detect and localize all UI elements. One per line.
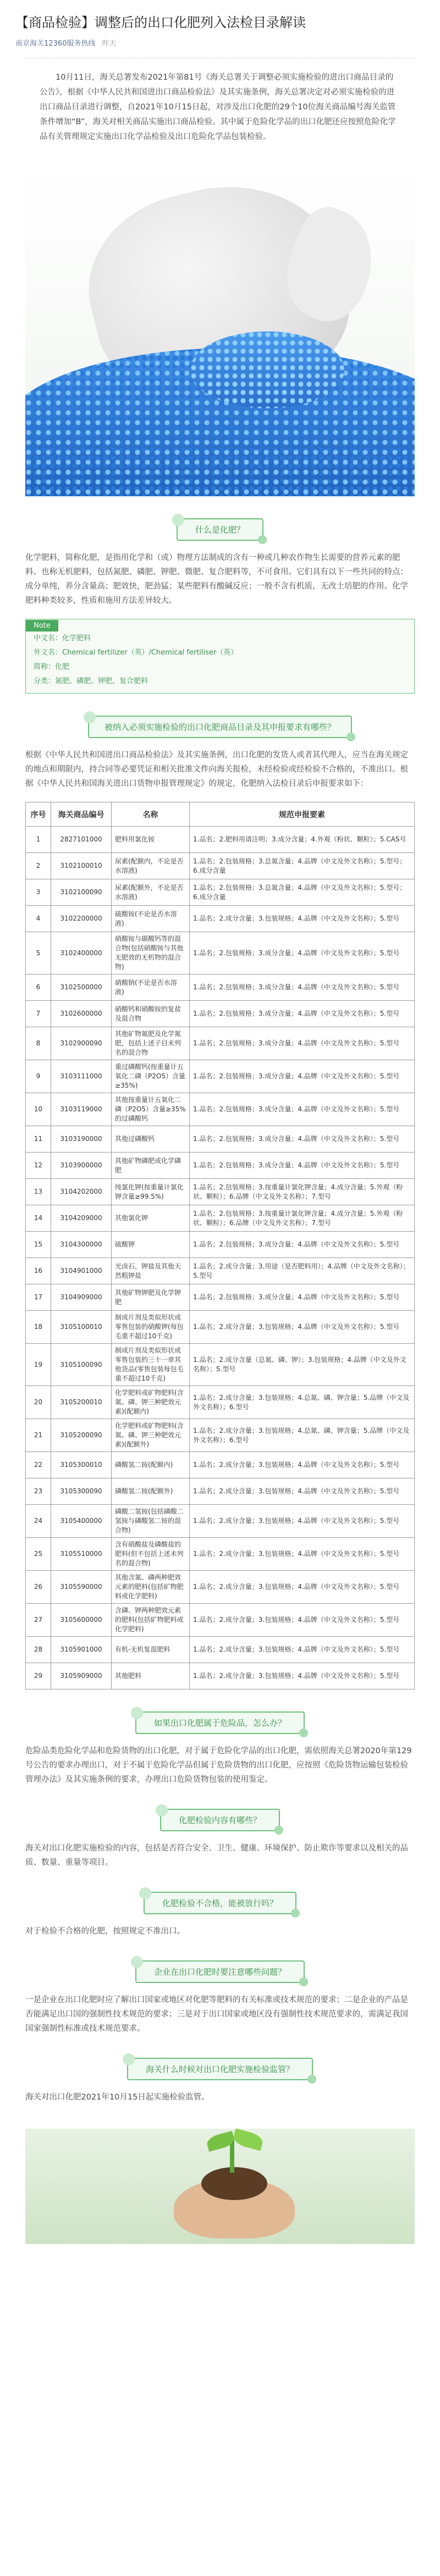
table-row <box>26 1060 415 1093</box>
soil-shape <box>201 2167 267 2200</box>
table-row <box>26 1637 415 1663</box>
note-box <box>25 619 415 694</box>
table-row <box>26 1153 415 1179</box>
note-row: 简称：化肥 <box>34 663 70 671</box>
row-number: 9 <box>26 1060 51 1093</box>
hs-code: 3105590000 <box>51 1571 112 1604</box>
commodity-name: 硝酸钠(不论是否水溶液) <box>112 974 190 1001</box>
section-heading-6 <box>0 1960 440 1983</box>
hs-code: 3105400000 <box>51 1505 112 1538</box>
fertilizer-spill-shape <box>190 331 344 408</box>
row-number: 13 <box>26 1179 51 1205</box>
commodity-name: 磷酸氢二铵(配额内) <box>112 1452 190 1478</box>
hs-code: 3102200000 <box>51 906 112 932</box>
commodity-name: 其他矿物钾肥及化学钾肥 <box>112 1284 190 1311</box>
table-row <box>26 1093 415 1126</box>
row-number: 10 <box>26 1093 51 1126</box>
table-row <box>26 1311 415 1344</box>
commodity-name: 硫酸钾 <box>112 1232 190 1258</box>
table-row <box>26 1179 415 1205</box>
hs-code: 3104901000 <box>51 1258 112 1284</box>
section-paragraph: 危险品类危险化学品和危险货物的出口化肥，对于属于危险化学品的出口化肥，需依照海关总署2020年第129号公告的要求办理出口，对于不属于危险化学品但属于危险货物的出口化肥，应按照《危险货物运输包装检验管理办法》及其实施条例的要求，办理出口危险货物包装的使用鉴定。 <box>25 1747 412 1784</box>
commodity-name: 制成片剂及类似形状或零售包装的三十一章其他货品(零售包装每包毛重不超过10千克) <box>112 1344 190 1386</box>
commodity-name: 硝酸钙和硝酸铵的复盐及混合物 <box>112 1001 190 1027</box>
commodity-name: 硝酸铵与碳酸钙等的混合物(包括硝酸铵与其他无肥效的无机物的混合物) <box>112 932 190 974</box>
declaration-elements: 1.品名；2.包装规格；3.成分含量；4.品牌（中文及外文名称）；5.型号 <box>190 974 415 1001</box>
table-row <box>26 1205 415 1232</box>
hs-code: 3105200010 <box>51 1386 112 1419</box>
row-number: 25 <box>26 1538 51 1571</box>
table-row <box>26 1538 415 1571</box>
declaration-elements: 1.品名；2.包装规格；3.成分含量；4.品牌（中文及外文名称）；5.型号 <box>190 1001 415 1027</box>
hs-code: 3105100090 <box>51 1344 112 1386</box>
commodity-name: 有机-无机复混肥料 <box>112 1637 190 1663</box>
table-row <box>26 1571 415 1604</box>
section-title: 如果出口化肥属于危险品，怎么办？ <box>135 1711 305 1734</box>
table-row <box>26 1663 415 1689</box>
author-link[interactable]: 南京海关12360服务热线 <box>15 40 96 48</box>
section-heading-5 <box>0 1892 440 1914</box>
sprout-stem-shape <box>230 2140 234 2173</box>
commodity-name: 其他矿物氮肥及化学氮肥，包括上述子目未列名的混合物 <box>112 1027 190 1060</box>
commodity-name: 纯氯化钾(按重量计氯化钾含量≥99.5%) <box>112 1179 190 1205</box>
hs-code: 3104300000 <box>51 1232 112 1258</box>
commodity-name: 重过磷酸钙(按重量计五氧化二磷（P2O5）含量≥35%) <box>112 1060 190 1093</box>
section-title: 什么是化肥？ <box>177 518 263 541</box>
section-paragraph: 对于检验不合格的化肥，按照规定不准出口。 <box>25 1927 185 1936</box>
row-number: 23 <box>26 1478 51 1505</box>
row-number: 7 <box>26 1001 51 1027</box>
hs-code: 3105300010 <box>51 1452 112 1478</box>
leaf-shape <box>232 2129 264 2151</box>
row-number: 5 <box>26 932 51 974</box>
section-heading-7 <box>0 2058 440 2080</box>
hs-code: 3105100010 <box>51 1311 112 1344</box>
declaration-elements: 1.品名；2.包装规格；3.成分含量；4.品牌（中文及外文名称）；5.型号 <box>190 1284 415 1311</box>
table-row <box>26 906 415 932</box>
row-number: 6 <box>26 974 51 1001</box>
declaration-elements: 1.品名；2.成分含量（总氮、磷、钾）；3.包装规格；4.品牌（中文及外文名称）；5.型号 <box>190 1344 415 1386</box>
section-title: 企业在出口化肥时要注意哪些问题？ <box>135 1960 305 1983</box>
table-row <box>26 1126 415 1153</box>
hs-code: 3102100090 <box>51 879 112 906</box>
commodity-name: 含有硝酸盐及磷酸盐的肥料(但不包括上述未列名的混合物) <box>112 1538 190 1571</box>
hs-code: 3102900090 <box>51 1027 112 1060</box>
hs-code: 3103111000 <box>51 1060 112 1093</box>
declaration-elements: 1.品名；2.成分含量；3.包装规格；4.品牌（中文及外文名称）；5.型号 <box>190 1538 415 1571</box>
section-heading-3 <box>0 1711 440 1734</box>
hs-code: 3103119000 <box>51 1093 112 1126</box>
commodity-name: 化学肥料或矿物肥料(含氮、磷、钾三种肥效元素)(配额外) <box>112 1419 190 1452</box>
hs-code: 3102100010 <box>51 853 112 879</box>
declaration-elements: 1.品名；2.成分含量；3.包装规格；4.品牌（中文及外文名称）；5.型号 <box>190 1505 415 1538</box>
table-row <box>26 1001 415 1027</box>
table-header: 名称 <box>112 802 190 827</box>
declaration-elements: 1.品名；2.包装规格；3.总氮含量；4.品牌（中文及外文名称）；5.型号；6.成分含量 <box>190 879 415 906</box>
commodity-name: 尿素(配额内，不论是否水溶液) <box>112 853 190 879</box>
section-paragraph: 一是企业在出口化肥时应了解出口国家或地区对化肥等肥料的有关标准或技术规范的要求；二是企业的产品是否能满足出口国的强制性技术规范的要求；三是对于出口国家或地区没有强制性技术规范要求的，需满足我国国家强制性标准或技术规范要求。 <box>25 1996 408 2033</box>
table-body <box>26 827 415 1689</box>
declaration-elements: 1.品名；2.成分含量；3.包装规格；4.品牌（中文及外文名称）；5.型号 <box>190 1604 415 1637</box>
hs-code: 3105909000 <box>51 1663 112 1689</box>
hs-code: 3105901000 <box>51 1637 112 1663</box>
publish-time: 昨天 <box>102 40 117 48</box>
table-header: 规范申报要素 <box>190 802 415 827</box>
commodity-name: 其他矿物磷肥或化学磷肥 <box>112 1153 190 1179</box>
table-row <box>26 1027 415 1060</box>
hs-code: 3102600000 <box>51 1001 112 1027</box>
row-number: 20 <box>26 1386 51 1419</box>
table-header: 海关商品编号 <box>51 802 112 827</box>
article-meta <box>0 32 440 58</box>
row-number: 1 <box>26 827 51 853</box>
commodity-name: 磷酸氢二铵(配额外) <box>112 1478 190 1505</box>
commodity-name: 肥料用氯化铵 <box>112 827 190 853</box>
declaration-elements: 1.品名；2.包装规格；3.成分含量；4.品牌（中文及外文名称）；5.型号 <box>190 932 415 974</box>
commodity-name: 制成片剂及类似形状或零售包装的硝酸钾(每包毛重不超过10千克) <box>112 1311 190 1344</box>
hs-code: 3102400000 <box>51 932 112 974</box>
section-title: 被纳入必须实施检验的出口化肥商品目录及其申报要求有哪些？ <box>88 716 352 738</box>
row-number: 16 <box>26 1258 51 1284</box>
declaration-elements: 1.品名；2.成分含量；3.包装规格；4.总氮、磷、钾含量；5.品牌（中文及外文名称）；6.型号 <box>190 1386 415 1419</box>
row-number: 8 <box>26 1027 51 1060</box>
table-row <box>26 1604 415 1637</box>
row-number: 24 <box>26 1505 51 1538</box>
row-number: 17 <box>26 1284 51 1311</box>
declaration-elements: 1.品名；2.包装规格；3.总氮含量；4.品牌（中文及外文名称）；5.型号；6.成分含量 <box>190 853 415 879</box>
commodity-name: 光卤石，钾盐及其他天然粗钾盐 <box>112 1258 190 1284</box>
commodity-name: 其他过磷酸钙 <box>112 1126 190 1153</box>
table-row <box>26 974 415 1001</box>
section-title: 海关什么时候对出口化肥实施检验监管？ <box>127 2058 313 2080</box>
declaration-elements: 1.品名；2.包装规格；3.成分含量；4.品牌（中文及外文名称）；5.型号 <box>190 1060 415 1093</box>
row-number: 18 <box>26 1311 51 1344</box>
section-title: 化肥检验不合格，能被放行吗？ <box>144 1892 296 1914</box>
declaration-elements: 1.品名；2.包装规格；3.按重量计氯化钾含量；4.成分含量；5.外观（粉状、颗粒）；6.品牌（中文及外文名称）；7.型号 <box>190 1179 415 1205</box>
hs-code: 2827101000 <box>51 827 112 853</box>
row-number: 3 <box>26 879 51 906</box>
seedling-image <box>25 2129 415 2244</box>
table-row <box>26 1258 415 1284</box>
row-number: 2 <box>26 853 51 879</box>
commodity-name: 硫酸铵(不论是否水溶液) <box>112 906 190 932</box>
article-title: 【商品检验】调整后的出口化肥列入法检目录解读 <box>15 15 306 30</box>
hs-code: 3104202000 <box>51 1179 112 1205</box>
row-number: 15 <box>26 1232 51 1258</box>
table-row <box>26 932 415 974</box>
section-heading-1 <box>0 518 440 541</box>
table-row <box>26 1505 415 1538</box>
commodity-name: 化学肥料或矿物肥料(含氮、磷、钾三种肥效元素)(配额内) <box>112 1386 190 1419</box>
table-row <box>26 1419 415 1452</box>
declaration-elements: 1.品名；2.成分含量；3.包装规格；4.品牌（中文及外文名称）；5.型号 <box>190 1571 415 1604</box>
hs-code: 3105510000 <box>51 1538 112 1571</box>
note-tag: Note <box>26 620 58 631</box>
declaration-elements: 1.品名；2.包装规格；3.成分含量；4.品牌（中文及外文名称）；5.型号 <box>190 1232 415 1258</box>
row-number: 29 <box>26 1663 51 1689</box>
table-row <box>26 1284 415 1311</box>
commodity-name: 其他肥料 <box>112 1663 190 1689</box>
row-number: 28 <box>26 1637 51 1663</box>
row-number: 14 <box>26 1205 51 1232</box>
row-number: 11 <box>26 1126 51 1153</box>
section-paragraph: 根据《中华人民共和国进出口商品检验法》及其实施条例，出口化肥的发货人或者其代理人，应当在海关规定的地点和期限内，持合同等必要凭证和相关批准文件向海关报检，未经检验或经检验不合格的，不准出口。根据《中华人民共和国海关进出口货物申报管理规定》的规定，化肥纳入法检目录后申报要求如下： <box>25 751 408 788</box>
table-row <box>26 1478 415 1505</box>
declaration-elements: 1.品名；2.成分含量；3.包装规格；4.品牌（中文及外文名称）；5.型号 <box>190 906 415 932</box>
row-number: 22 <box>26 1452 51 1478</box>
declaration-elements: 1.品名；2.成分含量；3.包装规格；4.品牌（中文及外文名称）；5.型号 <box>190 1478 415 1505</box>
hs-code-table <box>25 802 415 1689</box>
declaration-elements: 1.品名；2.成分含量；3.包装规格；4.品牌（中文及外文名称）；5.型号 <box>190 1311 415 1344</box>
note-row: 中文名：化学肥料 <box>34 634 91 642</box>
section-paragraph: 海关对出口化肥实施检验的内容，包括是否符合安全、卫生、健康、环境保护、防止欺诈等要求以及相关的品质、数量、重量等项目。 <box>25 1844 408 1867</box>
hs-code: 3105300090 <box>51 1478 112 1505</box>
section-paragraph: 海关对出口化肥2021年10月15日起实施检验监管。 <box>25 2093 210 2102</box>
declaration-elements: 1.品名；2.包装规格；3.成分含量；4.品牌（中文及外文名称）；5.型号 <box>190 1126 415 1153</box>
hs-code: 3103900000 <box>51 1153 112 1179</box>
row-number: 27 <box>26 1604 51 1637</box>
commodity-name: 含磷、钾两种肥效元素的肥料(包括矿物肥料或化学肥料) <box>112 1604 190 1637</box>
declaration-elements: 1.品名；2.成分含量；3.包装规格；4.总氮、磷、钾含量；5.品牌（中文及外文名称）；6.型号 <box>190 1419 415 1452</box>
note-row: 外文名：Chemical fertilizer（英）/Chemical fertiliser（英） <box>34 649 238 657</box>
commodity-name: 其他按重量计五氧化二磷（P2O5）含量≥35%的过磷酸钙 <box>112 1093 190 1126</box>
hs-code: 3104909000 <box>51 1284 112 1311</box>
row-number: 21 <box>26 1419 51 1452</box>
table-row <box>26 1232 415 1258</box>
commodity-name: 磷酸二氢铵(包括磷酸二氢铵与磷酸氢二铵的混合物) <box>112 1505 190 1538</box>
row-number: 26 <box>26 1571 51 1604</box>
table-header: 序号 <box>26 802 51 827</box>
table-row <box>26 1386 415 1419</box>
hs-code: 3103190000 <box>51 1126 112 1153</box>
hs-code: 3102500000 <box>51 974 112 1001</box>
hs-code: 3105600000 <box>51 1604 112 1637</box>
declaration-elements: 1.品名；2.包装规格；3.按重量计氯化钾含量；4.成分含量；5.外观（粉状、颗粒）；6.品牌（中文及外文名称）；7.型号 <box>190 1205 415 1232</box>
table-row <box>26 879 415 906</box>
row-number: 12 <box>26 1153 51 1179</box>
table-row <box>26 853 415 879</box>
declaration-elements: 1.品名；2.肥料用请注明；3.成分含量；4.外观（粉状、颗粒）；5.CAS号 <box>190 827 415 853</box>
table-row <box>26 1452 415 1478</box>
note-row: 分类：氮肥、磷肥、钾肥、复合肥料 <box>34 677 148 685</box>
section-heading-4 <box>0 1809 440 1831</box>
declaration-elements: 1.品名；2.成分含量；3.包装规格；4.品牌（中文及外文名称）；5.型号 <box>190 1452 415 1478</box>
row-number: 19 <box>26 1344 51 1386</box>
declaration-elements: 1.品名；2.包装规格；3.成分含量；4.品牌（中文及外文名称）；5.型号 <box>190 1153 415 1179</box>
hs-code: 3105200090 <box>51 1419 112 1452</box>
section-paragraph: 化学肥料，简称化肥，是指用化学和（或）物理方法制成的含有一种或几种农作物生长需要的营养元素的肥料。也称无机肥料，包括氮肥、磷肥、钾肥、微肥、复合肥料等，不可食用。它们具有以下一些共同的特点：成分单纯，养分含量高；肥效快，肥劲猛；某些肥料有酸碱反应；一般不含有机质，无改土培肥的作用。化学肥料种类较多，性质和施用方法差异较大。 <box>25 553 408 605</box>
hs-code: 3104209000 <box>51 1205 112 1232</box>
table-row <box>26 827 415 853</box>
declaration-elements: 1.品名；2.成分含量；3.用途（是否肥料用）；4.品牌（中文及外文名称）；5.型号 <box>190 1258 415 1284</box>
intro-paragraph: 10月11日，海关总署发布2021年第81号《海关总署关于调整必须实施检验的进出口商品目录的公告》，根据《中华人民共和国进出口商品检验法》及其实施条例，海关总署决定对必须实施检验的进出口商品目录进行调整，自2021年10月15日起，对涉及出口化肥的29个10位海关商品编号海关监管条件增加“B”，海关对相关商品实施出口商品检验。其中属于危险化学品的出口化肥还应按照危险化学品有关管理规定实施出口化学品检验及出口危险化学品包装检验。 <box>25 58 415 157</box>
row-number: 4 <box>26 906 51 932</box>
section-title: 化肥检验内容有哪些？ <box>160 1809 280 1831</box>
declaration-elements: 1.品名；2.成分含量；3.包装规格；4.品牌（中文及外文名称）；5.型号 <box>190 1663 415 1689</box>
fertilizer-image <box>25 167 415 496</box>
commodity-name: 尿素(配额外，不论是否水溶液) <box>112 879 190 906</box>
table-row <box>26 1344 415 1386</box>
commodity-name: 其他氯化钾 <box>112 1205 190 1232</box>
declaration-elements: 1.品名；2.成分含量；3.包装规格；4.品牌（中文及外文名称）；5.型号 <box>190 1637 415 1663</box>
declaration-elements: 1.品名；2.包装规格；3.成分含量；4.品牌（中文及外文名称）；5.型号 <box>190 1093 415 1126</box>
section-heading-2 <box>0 716 440 738</box>
commodity-name: 其他含氮、磷两种肥效元素的肥料(包括矿物肥料或化学肥料) <box>112 1571 190 1604</box>
declaration-elements: 1.品名；2.包装规格；3.成分含量；4.品牌（中文及外文名称）；5.型号 <box>190 1027 415 1060</box>
